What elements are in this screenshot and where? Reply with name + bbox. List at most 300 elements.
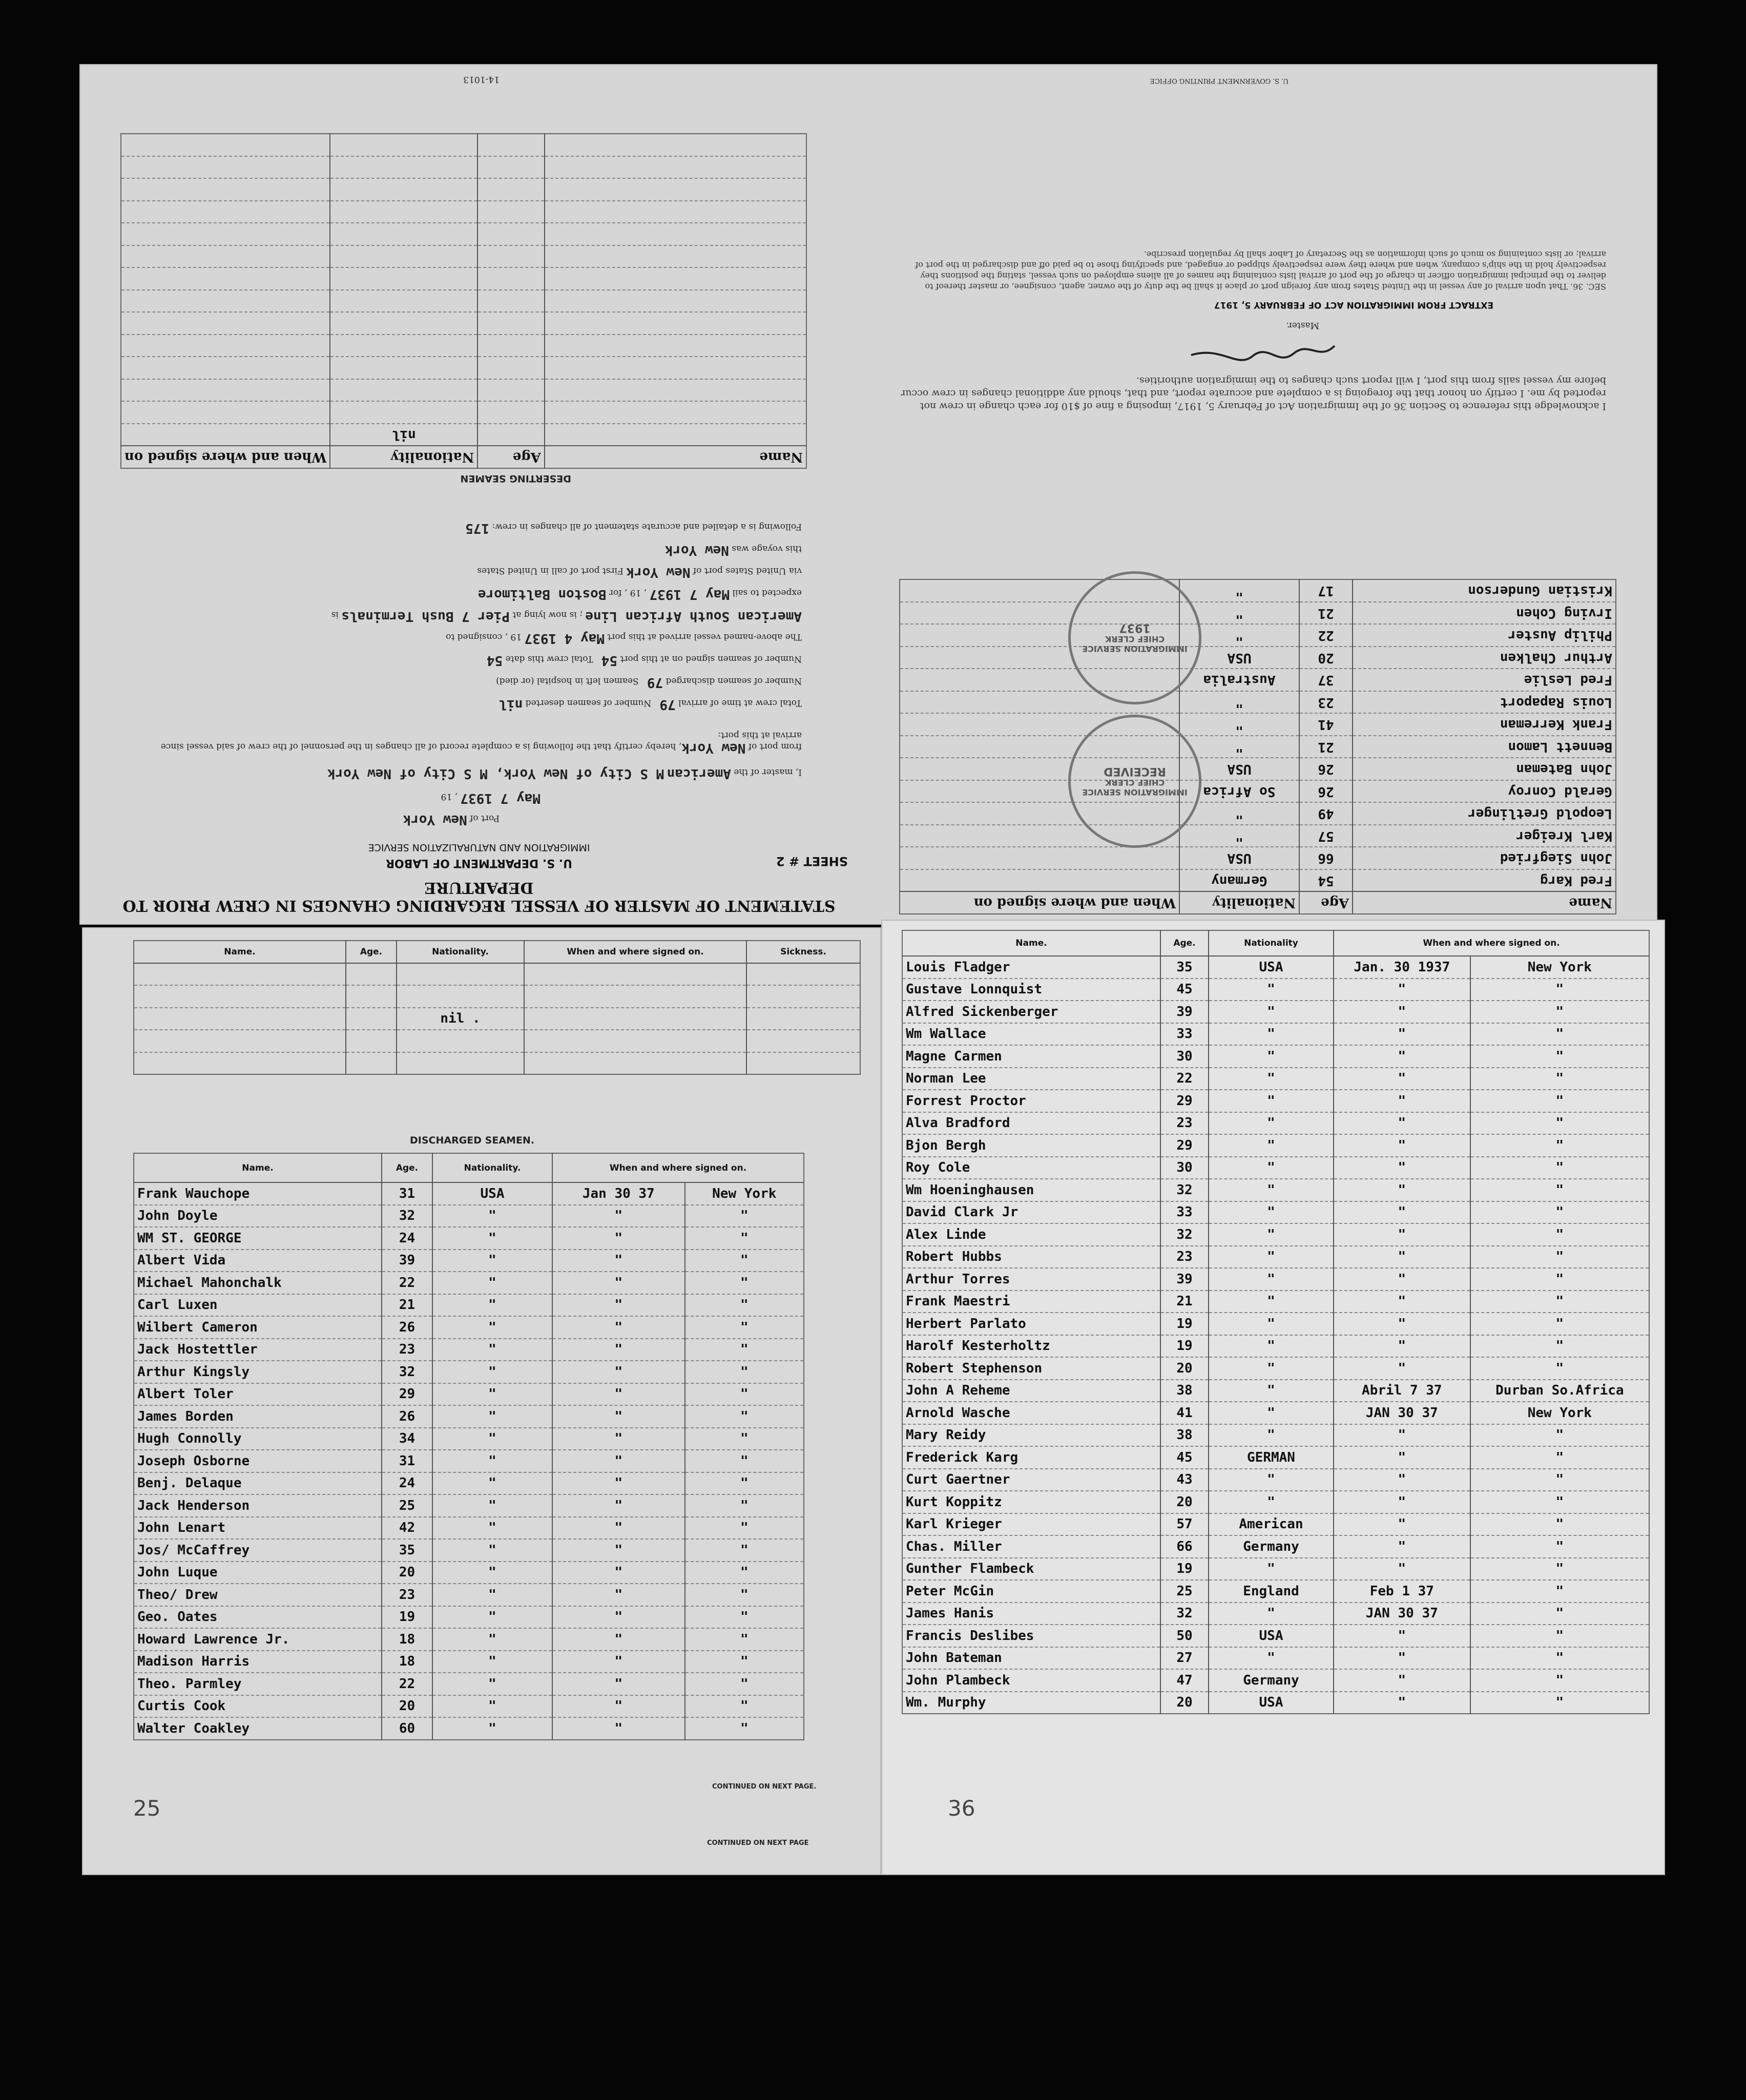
right-crew-row [902,956,1649,979]
top-crew-row-age: 26 [1299,780,1353,803]
right-crew-row-nat: " [1209,1045,1334,1068]
right-crew-row-nat: Germany [1209,1669,1334,1692]
discharged-row [134,1450,804,1472]
right-crew-row-age: 25 [1160,1580,1209,1603]
discharged-row-nat: " [432,1539,552,1562]
right-crew-row-nat: " [1209,1424,1334,1447]
sick-row [134,1008,860,1030]
right-crew-row-when: " [1334,979,1470,1001]
discharged-row-where: " [685,1717,804,1740]
discharged-header-age: Age. [382,1153,432,1182]
discharged-row [134,1472,804,1495]
right-crew-row-age: 20 [1160,1692,1209,1714]
discharged-row-nat: " [432,1205,552,1228]
top-crew-row-name: Louis Rapaport [1353,691,1616,714]
right-crew-row-nat: " [1209,1090,1334,1112]
port-row: Port of New York [403,812,500,827]
right-crew-row [902,1402,1649,1424]
right-crew-row [902,1469,1649,1491]
discharged-row-name: Jack Henderson [134,1494,382,1517]
discharged-row-nat: " [432,1695,552,1718]
expected-row: expected to sail May 7 1937 , 19 , for Boston Baltimore [477,587,802,602]
discharged-row-age: 24 [382,1227,432,1250]
discharged-row-when: Jan 30 37 [552,1182,685,1205]
right-crew-row-when: " [1334,1491,1470,1513]
voyage-note-value: 175 [465,521,490,536]
discharged-row-where: " [685,1205,804,1228]
right-crew-row-where: " [1470,1291,1649,1313]
us-port-value: New York [626,565,691,580]
discharged-row-age: 26 [382,1316,432,1339]
discharged-row [134,1294,804,1317]
discharged-row-nat: USA [432,1182,552,1205]
discharged-row-when: " [552,1227,685,1250]
right-crew-row-nat: American [1209,1513,1334,1536]
right-header-nat: Nationality [1209,930,1334,956]
right-crew-row-age: 66 [1160,1535,1209,1558]
top-crew-row-age: 26 [1299,758,1353,781]
right-crew-row-when: " [1334,1647,1470,1670]
discharged-row-nat: " [432,1450,552,1472]
right-crew-row-nat: " [1209,1335,1334,1358]
right-crew-row [902,1001,1649,1023]
sick-row [134,963,860,986]
discharged-row-when: " [552,1517,685,1540]
discharged-row-nat: " [432,1628,552,1651]
right-crew-row-nat: " [1209,1647,1334,1670]
top-crew-row [900,691,1616,714]
discharged-row-where: " [685,1472,804,1495]
top-crew-row-age: 57 [1299,825,1353,847]
right-crew-row-name: Norman Lee [902,1068,1160,1090]
right-crew-row-age: 19 [1160,1335,1209,1358]
sick-header-age: Age. [346,941,397,963]
right-crew-row-when: " [1334,1023,1470,1046]
right-crew-row-name: Arnold Wasche [902,1402,1160,1424]
consigned-row: American South African Line ; is now lying at Pier 7 Bush Terminals is [331,609,802,624]
discharged-row-when: " [552,1316,685,1339]
right-crew-row-nat: " [1209,1491,1334,1513]
sail-for-value: Boston Baltimore [477,587,607,602]
top-crew-row-age: 22 [1299,625,1353,647]
right-crew-row-age: 33 [1160,1201,1209,1224]
discharged-row-nat: " [432,1316,552,1339]
deserting-row [121,223,806,246]
right-crew-row-when: " [1334,1045,1470,1068]
discharged-row-age: 25 [382,1494,432,1517]
discharged-row-name: Joseph Osborne [134,1450,382,1472]
top-crew-row-name: John Siegfried [1353,847,1616,870]
margin-note-right: 36 [948,1796,975,1821]
top-crew-row-name: Bennett Lamon [1353,736,1616,758]
deserting-header-name: Name [545,446,806,469]
sick-row [134,1052,860,1075]
right-crew-row-nat: " [1209,1157,1334,1179]
discharged-row-when: " [552,1717,685,1740]
sick-header-when: When and where signed on. [524,941,746,963]
discharged-row-name: Arthur Kingsly [134,1361,382,1383]
right-crew-row-name: Wm Hoeninghausen [902,1179,1160,1201]
discharged-row-age: 35 [382,1539,432,1562]
discharged-row-nat: " [432,1272,552,1294]
right-crew-row-where: " [1470,1134,1649,1157]
right-crew-row [902,1380,1649,1402]
right-crew-row [902,1313,1649,1335]
discharged-row-where: " [685,1539,804,1562]
right-crew-row-age: 22 [1160,1068,1209,1090]
right-crew-row-name: Karl Krieger [902,1513,1160,1536]
discharged-row-where: " [685,1272,804,1294]
form-number: 14-1013 [463,74,500,85]
seamen-signed-row: Number of seamen signed on at this port 54 Total crew this date 54 [486,653,802,668]
discharged-header-name: Name. [134,1153,382,1182]
right-crew-row-age: 19 [1160,1313,1209,1335]
discharged-row-nat: " [432,1250,552,1272]
us-port-row: via United States port of New York First port of call in United States [477,565,802,580]
deserting-table [120,134,807,469]
rotated-form-content [79,64,1657,925]
right-crew-row-nat: USA [1209,956,1334,979]
discharged-row [134,1562,804,1584]
discharged-row-when: " [552,1606,685,1629]
top-crew-row-nat: So Africa [1179,780,1299,803]
right-crew-row [902,1157,1649,1179]
right-crew-row-age: 45 [1160,979,1209,1001]
right-crew-row-where: " [1470,1625,1649,1647]
discharged-row-age: 31 [382,1450,432,1472]
right-crew-row-name: John Plambeck [902,1669,1160,1692]
right-crew-row-age: 38 [1160,1380,1209,1402]
discharged-row [134,1584,804,1606]
right-crew-row-age: 32 [1160,1179,1209,1201]
right-crew-row-name: Gunther Flambeck [902,1558,1160,1581]
top-crew-row-nat: Australia [1179,669,1299,692]
printer-label: U. S. GOVERNMENT PRINTING OFFICE [1150,77,1288,85]
discharged-row-name: Benj. Delaque [134,1472,382,1495]
discharged-row [134,1651,804,1673]
received-stamp-2 [1068,571,1201,704]
consigned-to-value: American South African Line [585,609,802,624]
right-crew-row [902,1647,1649,1670]
discharged-row [134,1250,804,1272]
received-stamp-1-text: IMMIGRATION SERVICE CHIEF CLERK [1082,778,1188,798]
right-crew-row-age: 45 [1160,1446,1209,1469]
discharged-row-name: Geo. Oates [134,1606,382,1629]
right-crew-row-name: Wm. Murphy [902,1692,1160,1714]
right-crew-row-where: " [1470,1647,1649,1670]
discharged-row-name: Curtis Cook [134,1695,382,1718]
right-crew-row-age: 30 [1160,1045,1209,1068]
discharged-row-name: WM ST. GEORGE [134,1227,382,1250]
right-crew-row-where: New York [1470,956,1649,979]
discharged-row-name: Michael Mahonchalk [134,1272,382,1294]
right-crew-row-where: " [1470,1112,1649,1135]
right-crew-row-age: 35 [1160,956,1209,979]
seamen-deserted-value: nil [498,697,523,712]
top-form-sheet [79,64,1657,925]
right-header-name: Name. [902,930,1160,956]
top-crew-row-nat: " [1179,691,1299,714]
right-crew-row-nat: Germany [1209,1535,1334,1558]
discharged-row-when: " [552,1539,685,1562]
right-crew-row-when: " [1334,1246,1470,1269]
discharged-row-nat: " [432,1673,552,1695]
discharged-row-name: John Lenart [134,1517,382,1540]
discharged-row-age: 26 [382,1405,432,1428]
right-crew-row-where: " [1470,1157,1649,1179]
right-crew-row-name: Kurt Koppitz [902,1491,1160,1513]
discharged-row-age: 22 [382,1673,432,1695]
discharged-row-where: " [685,1494,804,1517]
right-crew-row-nat: " [1209,1469,1334,1491]
discharged-row-where: " [685,1428,804,1450]
right-crew-row-when: " [1334,1068,1470,1090]
right-crew-row-name: Herbert Parlato [902,1313,1160,1335]
top-crew-row [900,803,1616,825]
discharged-row-name: Walter Coakley [134,1717,382,1740]
discharged-row-name: John Luque [134,1562,382,1584]
right-crew-row-when: " [1334,1134,1470,1157]
from-port-row: from port of New York, hereby certify that the following is a complete record of all changes in the personnel of the crew of said vessel since arrival at this port: [160,730,802,756]
seamen-discharged-value: 79 [647,675,663,690]
right-crew-row-name: Alfred Sickenberger [902,1001,1160,1023]
right-crew-row [902,1580,1649,1603]
right-header-when: When and where signed on. [1334,930,1649,956]
right-crew-row-age: 41 [1160,1402,1209,1424]
right-crew-row-name: James Hanis [902,1603,1160,1625]
department: U. S. DEPARTMENT OF LABOR [386,857,572,869]
right-crew-row-when: JAN 30 37 [1334,1603,1470,1625]
top-crew-row-name: John Bateman [1353,758,1616,781]
top-crew-row [900,580,1616,602]
discharged-table [133,1153,804,1740]
top-crew-row-name: Gerald Conroy [1353,780,1616,803]
discharged-row-age: 24 [382,1472,432,1495]
top-crew-row-name: Philip Auster [1353,625,1616,647]
right-crew-row-name: Roy Cole [902,1157,1160,1179]
sick-row [134,1030,860,1052]
right-crew-row-where: " [1470,1513,1649,1536]
right-crew-row [902,1491,1649,1513]
discharged-row-name: Jack Hostettler [134,1339,382,1361]
deserting-row [121,245,806,268]
discharged-row-when: " [552,1450,685,1472]
sick-header-nat: Nationality. [397,941,524,963]
top-crew-row [900,847,1616,870]
discharged-row-when: " [552,1673,685,1695]
right-crew-row-name: David Clark Jr [902,1201,1160,1224]
right-crew-row-name: John A Reheme [902,1380,1160,1402]
right-crew-row-nat: " [1209,1023,1334,1046]
right-crew-row-name: Magne Carmen [902,1045,1160,1068]
right-crew-row-age: 29 [1160,1090,1209,1112]
right-crew-row-name: Alex Linde [902,1223,1160,1246]
right-crew-row-age: 29 [1160,1134,1209,1157]
right-crew-row-where: " [1470,1357,1649,1380]
right-crew-row-where: " [1470,1535,1649,1558]
right-crew-row-name: Wm Wallace [902,1023,1160,1046]
top-crew-row-nat: " [1179,602,1299,625]
right-crew-row-age: 30 [1160,1157,1209,1179]
right-crew-row-nat: GERMAN [1209,1446,1334,1469]
acknowledgement-text: I acknowledge this reference to Section 36 of the Immigration Act of February 5, 1917, imposing a fine of $10 for each change in crew not reported by me. I certify on honor that the foregoing is a complete and accurate report, and that, should any additional changes in crew occur before my vessel sails from this port, I will report such changes to the immigration authorities. [901,375,1606,412]
discharged-row-name: James Borden [134,1405,382,1428]
discharged-row [134,1628,804,1651]
right-crew-row [902,1201,1649,1224]
top-crew-row-age: 54 [1299,869,1353,892]
top-crew-row-name: Kristian Gunderson [1353,580,1616,602]
margin-note-left: 25 [133,1796,161,1821]
top-crew-row-name: Fred Leslie [1353,669,1616,692]
right-crew-row-age: 39 [1160,1268,1209,1291]
right-crew-row [902,1090,1649,1112]
deserting-header-row [121,446,806,469]
deserting-row [121,357,806,380]
right-crew-row [902,1246,1649,1269]
discharged-row-age: 22 [382,1272,432,1294]
right-crew-row-when: " [1334,1112,1470,1135]
right-crew-row-age: 20 [1160,1491,1209,1513]
right-crew-row-age: 27 [1160,1647,1209,1670]
right-crew-row-name: Peter McGin [902,1580,1160,1603]
right-crew-row [902,1335,1649,1358]
right-crew-row-when: " [1334,1313,1470,1335]
top-crew-body [900,580,1616,892]
received-stamp-2-text: IMMIGRATION SERVICE CHIEF CLERK [1082,634,1188,654]
right-crew-row-where: " [1470,1692,1649,1714]
right-crew-row-nat: " [1209,1268,1334,1291]
discharged-row-nat: " [432,1606,552,1629]
discharged-row [134,1316,804,1339]
discharged-row [134,1205,804,1228]
right-crew-row [902,1112,1649,1135]
right-crew-row-age: 43 [1160,1469,1209,1491]
top-crew-row-age: 23 [1299,691,1353,714]
top-crew-row-name: Arthur Chalken [1353,647,1616,669]
top-crew-row-name: Irving Cohen [1353,602,1616,625]
right-crew-row-nat: " [1209,1402,1334,1424]
right-crew-row-where: " [1470,1469,1649,1491]
seamen-discharged-row: Number of seamen discharged 79 Seamen left in hospital (or died) [496,675,802,690]
top-crew-row-age: 41 [1299,714,1353,736]
deserting-header-nat: Nationality [330,446,477,469]
right-crew-row-age: 20 [1160,1357,1209,1380]
right-crew-row-name: Frederick Karg [902,1446,1160,1469]
right-crew-row-when: " [1334,1201,1470,1224]
discharged-row-when: " [552,1205,685,1228]
top-crew-header-when: When and where signed on [900,892,1179,914]
right-crew-row-name: Bjon Bergh [902,1134,1160,1157]
discharged-row-where: " [685,1673,804,1695]
right-crew-row-nat: " [1209,1313,1334,1335]
discharged-row-age: 29 [382,1383,432,1406]
top-crew-row-nat: USA [1179,647,1299,669]
received-stamp-1 [1068,715,1201,848]
discharged-row [134,1383,804,1406]
deserting-row [121,402,806,424]
top-crew-row-name: Leopold Gretlinger [1353,803,1616,825]
right-crew-row-name: Curt Gaertner [902,1469,1160,1491]
discharged-row-when: " [552,1339,685,1361]
top-crew-row-nat: USA [1179,758,1299,781]
right-crew-table [902,930,1650,1714]
top-crew-row-age: 21 [1299,602,1353,625]
top-crew-row-nat: " [1179,736,1299,758]
right-crew-row-name: Mary Reidy [902,1424,1160,1447]
right-crew-row-when: " [1334,1424,1470,1447]
discharged-row-age: 18 [382,1651,432,1673]
discharged-header-when: When and where signed on. [552,1153,804,1182]
right-crew-row-age: 39 [1160,1001,1209,1023]
right-crew-row [902,1268,1649,1291]
discharged-row-where: " [685,1339,804,1361]
discharged-row-nat: " [432,1562,552,1584]
right-crew-row-when: " [1334,1558,1470,1581]
discharged-row-name: Theo/ Drew [134,1584,382,1606]
discharged-row-nat: " [432,1383,552,1406]
right-crew-row-name: Louis Fladger [902,956,1160,979]
discharged-row-when: " [552,1494,685,1517]
top-crew-row [900,780,1616,803]
right-crew-row-when: " [1334,1669,1470,1692]
top-crew-row-age: 17 [1299,580,1353,602]
right-crew-row [902,1535,1649,1558]
right-crew-row-when: Jan. 30 1937 [1334,956,1470,979]
right-crew-row-where: " [1470,1268,1649,1291]
sick-row [134,985,860,1008]
right-crew-row [902,1068,1649,1090]
right-crew-row-where: " [1470,1045,1649,1068]
right-crew-row [902,1692,1649,1714]
date-value: May 7 1937 [460,791,541,806]
right-crew-row-nat: " [1209,1001,1334,1023]
top-crew-row [900,714,1616,736]
discharged-row-nat: " [432,1717,552,1740]
discharged-row-age: 31 [382,1182,432,1205]
right-crew-row [902,1023,1649,1046]
right-crew-row-age: 38 [1160,1424,1209,1447]
sheet-label: SHEET # 2 [776,854,848,868]
right-crew-row-name: Robert Hubbs [902,1246,1160,1269]
right-crew-row-age: 32 [1160,1223,1209,1246]
right-crew-row-when: " [1334,1090,1470,1112]
discharged-row-age: 23 [382,1584,432,1606]
right-crew-row-where: " [1470,1090,1649,1112]
top-crew-header-name: Name [1353,892,1616,914]
right-crew-row-when: Feb 1 37 [1334,1580,1470,1603]
right-crew-row-nat: " [1209,1201,1334,1224]
right-crew-row-when: " [1334,1357,1470,1380]
discharged-row [134,1695,804,1718]
discharged-row-when: " [552,1272,685,1294]
deserting-header-age: Age [477,446,545,469]
top-crew-row-nat: " [1179,580,1299,602]
discharged-row-nat: " [432,1428,552,1450]
discharged-row-age: 32 [382,1361,432,1383]
vessel-value: M S City of New York, M S City of New York [327,766,664,781]
right-crew-row [902,1223,1649,1246]
top-crew-row-nat: USA [1179,847,1299,870]
discharged-row-name: Howard Lawrence Jr. [134,1628,382,1651]
right-crew-row-nat: " [1209,1603,1334,1625]
nationality-value: American [667,766,731,781]
crew-totals [136,516,802,715]
right-crew-row-where: " [1470,1335,1649,1358]
master-label: Master. [1286,320,1319,330]
discharged-row-where: " [685,1562,804,1584]
top-crew-row [900,647,1616,669]
deserting-row [121,268,806,290]
